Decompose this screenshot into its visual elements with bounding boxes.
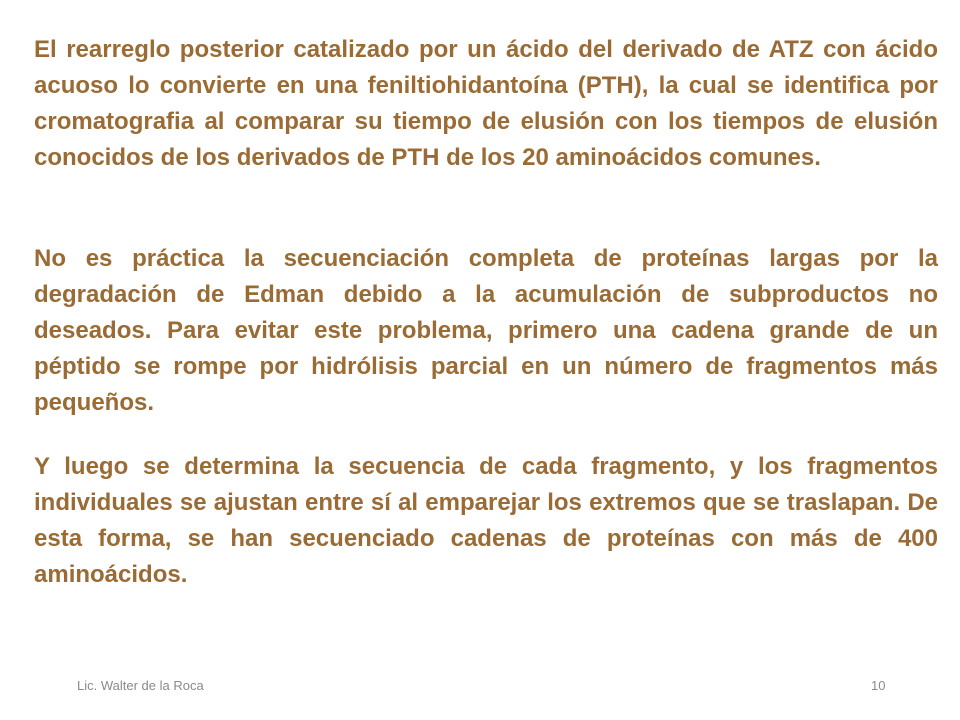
page-number: 10: [871, 678, 886, 693]
paragraph-fragment-sequencing: Y luego se determina la secuencia de cada fragmento, y los fragmentos individuales se ajustan entre sí al emparejar los extremos que se traslapan. De esta forma, se han secuenciado cadenas de proteínas con más de 400 aminoácidos.: [34, 453, 938, 588]
paragraph-edman-limitation: No es práctica la secuenciación completa de proteínas largas por la degradación de Edman debido a la acumulación de subproductos no deseados. Para evitar este problema, primero una cadena grande de un péptido se rompe por hidrólisis parcial en un número de fragmentos más pequeños.: [34, 245, 938, 416]
paragraph-pth-identification: El rearreglo posterior catalizado por un ácido del derivado de ATZ con ácido acuoso lo convierte en una feniltiohidantoína (PTH), la cual se identifica por cromatografia al comparar su tiempo de elusión con los tiempos de elusión conocidos de los derivados de PTH de los 20 aminoácidos comunes.: [34, 36, 938, 171]
footer-author: Lic. Walter de la Roca: [77, 678, 204, 693]
